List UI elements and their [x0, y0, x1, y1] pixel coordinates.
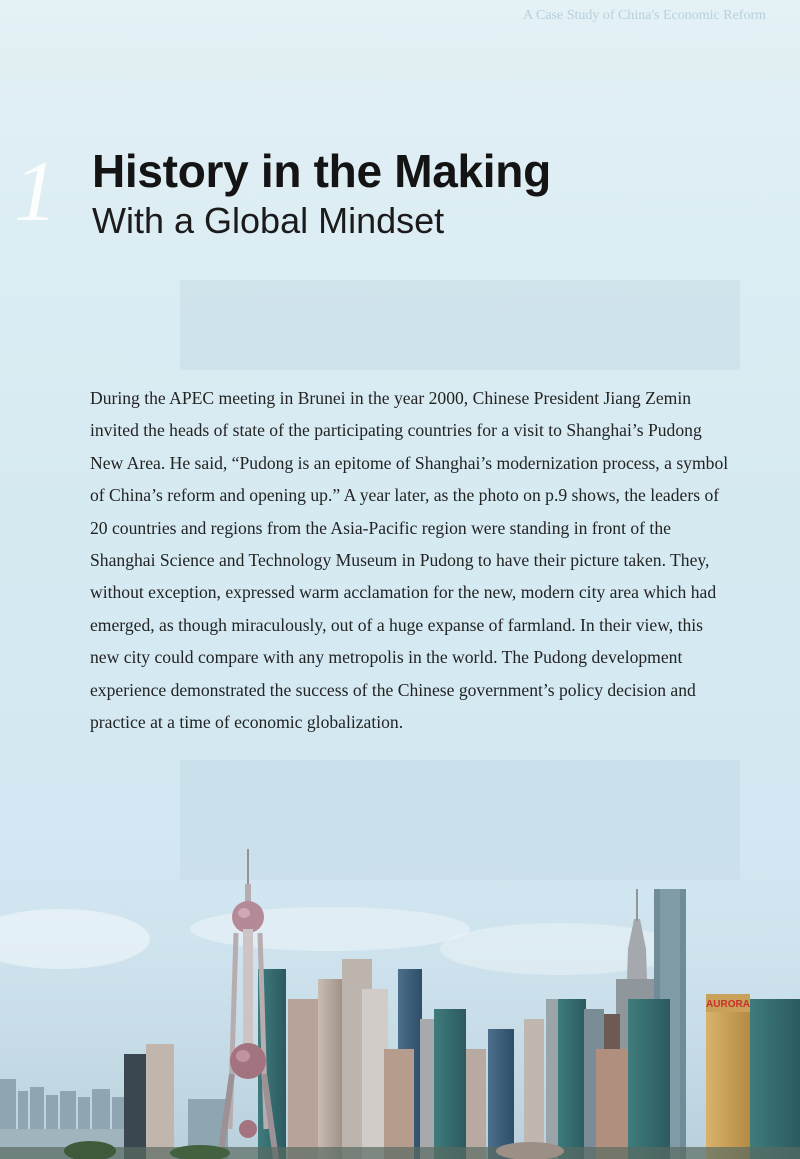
- aurora-building: [706, 994, 750, 1159]
- aurora-sign: AURORA: [706, 999, 750, 1010]
- chapter-numeral-text: 1: [14, 150, 57, 230]
- chapter-heading: [92, 143, 551, 243]
- running-header: A Case Study of China's Economic Reform: [523, 8, 766, 23]
- building: [434, 1009, 466, 1159]
- building: [546, 999, 560, 1159]
- body-paragraph: During the APEC meeting in Brunei in the year 2000, Chinese President Jiang Zemin invited the heads of state of the participating countries for a visit to Shanghai’s Pudong New Area. He said, “Pudong is an epitome of Shanghai’s modernization process, a symbol of China’s reform and opening up.” A year later, as the photo on p.9 shows, the leaders of 20 countries and regions from the Asia-Pacific region were standing in front of the Shanghai Science and Technology Museum in Pudong to have their picture taken. They, without exception, expressed warm acclamation for the new, modern city area which had emerged, as though miraculously, out of a huge expanse of farmland. In their view, this new city could compare with any metropolis in the world. The Pudong development experience demonstrated the success of the Chinese government’s policy decision and practice at a time of economic globalization.: [90, 388, 729, 733]
- building: [146, 1044, 174, 1159]
- building: [318, 979, 344, 1159]
- cloud: [190, 907, 470, 951]
- pudong-skyline-photo: [0, 829, 800, 1159]
- chapter-numeral: [8, 150, 78, 230]
- building: [488, 1029, 514, 1159]
- building: [466, 1049, 486, 1159]
- building: [558, 999, 586, 1159]
- chapter-title: History in the Making: [92, 145, 551, 197]
- building: [628, 999, 670, 1159]
- ghost-text-block: [180, 280, 740, 370]
- building: [750, 999, 800, 1159]
- ground: [0, 1147, 800, 1159]
- building: [288, 999, 318, 1159]
- building: [384, 1049, 414, 1159]
- chapter-subtitle: With a Global Mindset: [92, 200, 445, 241]
- building: [524, 1019, 544, 1159]
